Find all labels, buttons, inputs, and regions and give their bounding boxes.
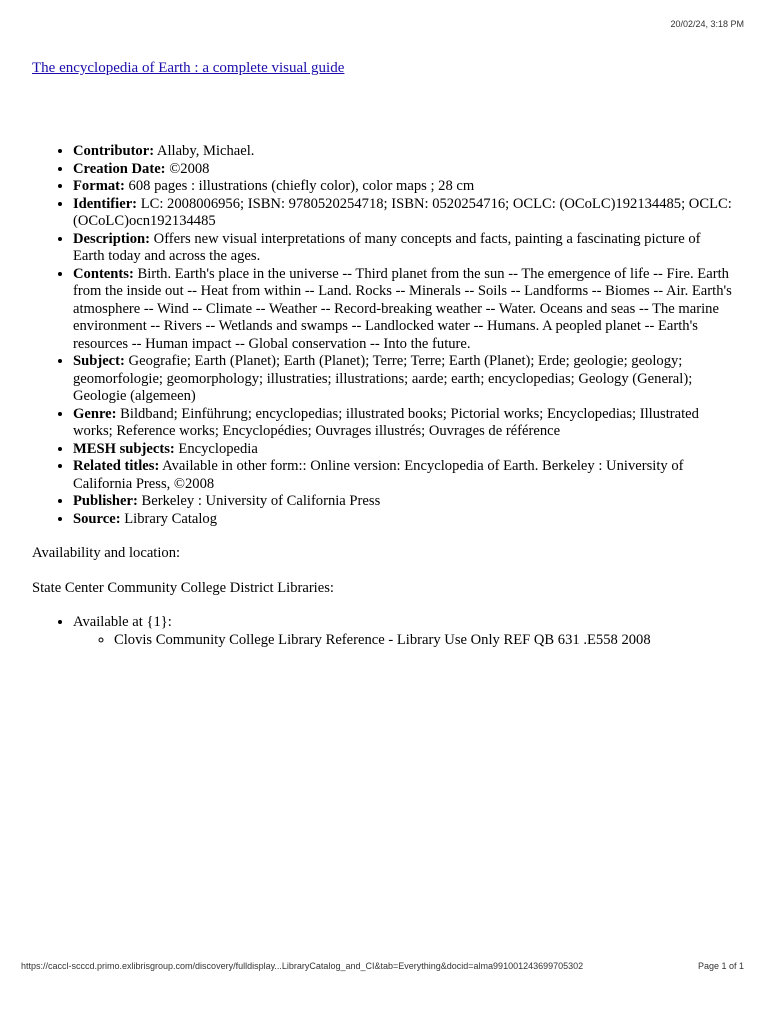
record-title-link[interactable]: The encyclopedia of Earth : a complete visual guide <box>32 60 345 76</box>
detail-format <box>73 178 732 196</box>
detail-value: Berkeley : University of California Press <box>141 493 381 509</box>
detail-label: MESH subjects: <box>73 440 175 457</box>
detail-value: Library Catalog <box>124 510 218 527</box>
detail-label: Contributor: <box>73 143 155 159</box>
detail-label: Source: <box>73 510 121 527</box>
detail-subject <box>73 353 732 406</box>
available-at-label: Available at {1}: <box>73 614 172 630</box>
detail-source <box>73 511 732 529</box>
detail-label: Subject: <box>73 353 125 369</box>
detail-value: LC: 2008006956; ISBN: 9780520254718; ISBN: 0520254716; OCLC: (OCoLC)192134485; OCLC: (OCoLC)ocn192134485 <box>73 195 732 229</box>
location-list <box>73 632 732 650</box>
detail-label: Genre: <box>73 405 117 422</box>
detail-value: Offers new visual interpretations of many concepts and facts, painting a fascinating picture of Earth today and across the ages. <box>73 230 701 264</box>
page-url: https://caccl-scccd.primo.exlibrisgroup.com/discovery/fulldisplay...LibraryCatalog_and_CI&tab=Everything&docid=alma991001243699705302 <box>21 961 584 971</box>
print-timestamp: 20/02/24, 3:18 PM <box>670 19 744 29</box>
availability-heading: Availability and location: <box>32 545 181 561</box>
detail-mesh-subjects <box>73 441 732 459</box>
detail-label: Description: <box>73 230 151 247</box>
detail-label: Identifier: <box>73 195 138 212</box>
detail-value: Available in other form:: Online version: Encyclopedia of Earth. Berkeley : University of California Press, ©2008 <box>73 458 684 492</box>
location-item: ◦ Clovis Community College Library Reference - Library Use Only REF QB 631 .E558 2008 <box>114 632 732 650</box>
detail-value: Allaby, Michael. <box>156 143 255 159</box>
detail-value: Bildband; Einführung; encyclopedias; illustrated books; Pictorial works; Encyclopedias; Illustrated works; Reference works; Encyclopédies; Ouvrages illustrés; Ouvrages de référence <box>73 405 699 439</box>
detail-value: Birth. Earth's place in the universe -- Third planet from the sun -- The emergence of life -- Fire. Earth from the inside out -- Heat from within -- Land. Rocks -- Minerals -- Soils -- Landforms -- Biomes -- Air. Earth's atmosphere -- Wind -- Climate -- Weather -- Record-breaking weather -- Water. Oceans and seas -- The marine environment -- Rivers -- Wetlands and swamps -- Landlocked water -- Humans. A peopled planet -- Earth's resources -- Human impact -- Global conservation -- Into the future. <box>73 265 732 352</box>
detail-related-titles <box>73 458 732 493</box>
detail-contributor <box>73 143 732 161</box>
detail-publisher <box>73 493 732 511</box>
record-content <box>32 143 732 649</box>
detail-label: Related titles: <box>73 458 160 474</box>
detail-value: Geografie; Earth (Planet); Earth (Planet); Terre; Terre; Earth (Planet); Erde; geologie; geology; geomorfologie; geomorphology; illustraties; illustrations; aarde; earth; encyclopedias; Geology (General); Geologie (algemeen) <box>73 353 693 404</box>
page-number: Page 1 of 1 <box>697 961 744 971</box>
detail-description <box>73 231 732 266</box>
detail-identifier <box>73 196 732 231</box>
record-details-list <box>32 143 732 528</box>
availability-item <box>73 614 732 649</box>
institution-name: State Center Community College District Libraries: <box>32 579 334 596</box>
detail-genre <box>73 406 732 441</box>
detail-label: Creation Date: <box>73 160 166 177</box>
detail-contents <box>73 266 732 354</box>
availability-list <box>32 614 732 649</box>
detail-value: ©2008 <box>169 160 210 177</box>
detail-value: 608 pages : illustrations (chiefly color), color maps ; 28 cm <box>128 178 475 194</box>
detail-creation-date <box>73 161 732 179</box>
detail-label: Contents: <box>73 265 134 282</box>
detail-value: Encyclopedia <box>178 440 258 457</box>
detail-label: Publisher: <box>73 493 138 509</box>
detail-label: Format: <box>73 178 125 194</box>
